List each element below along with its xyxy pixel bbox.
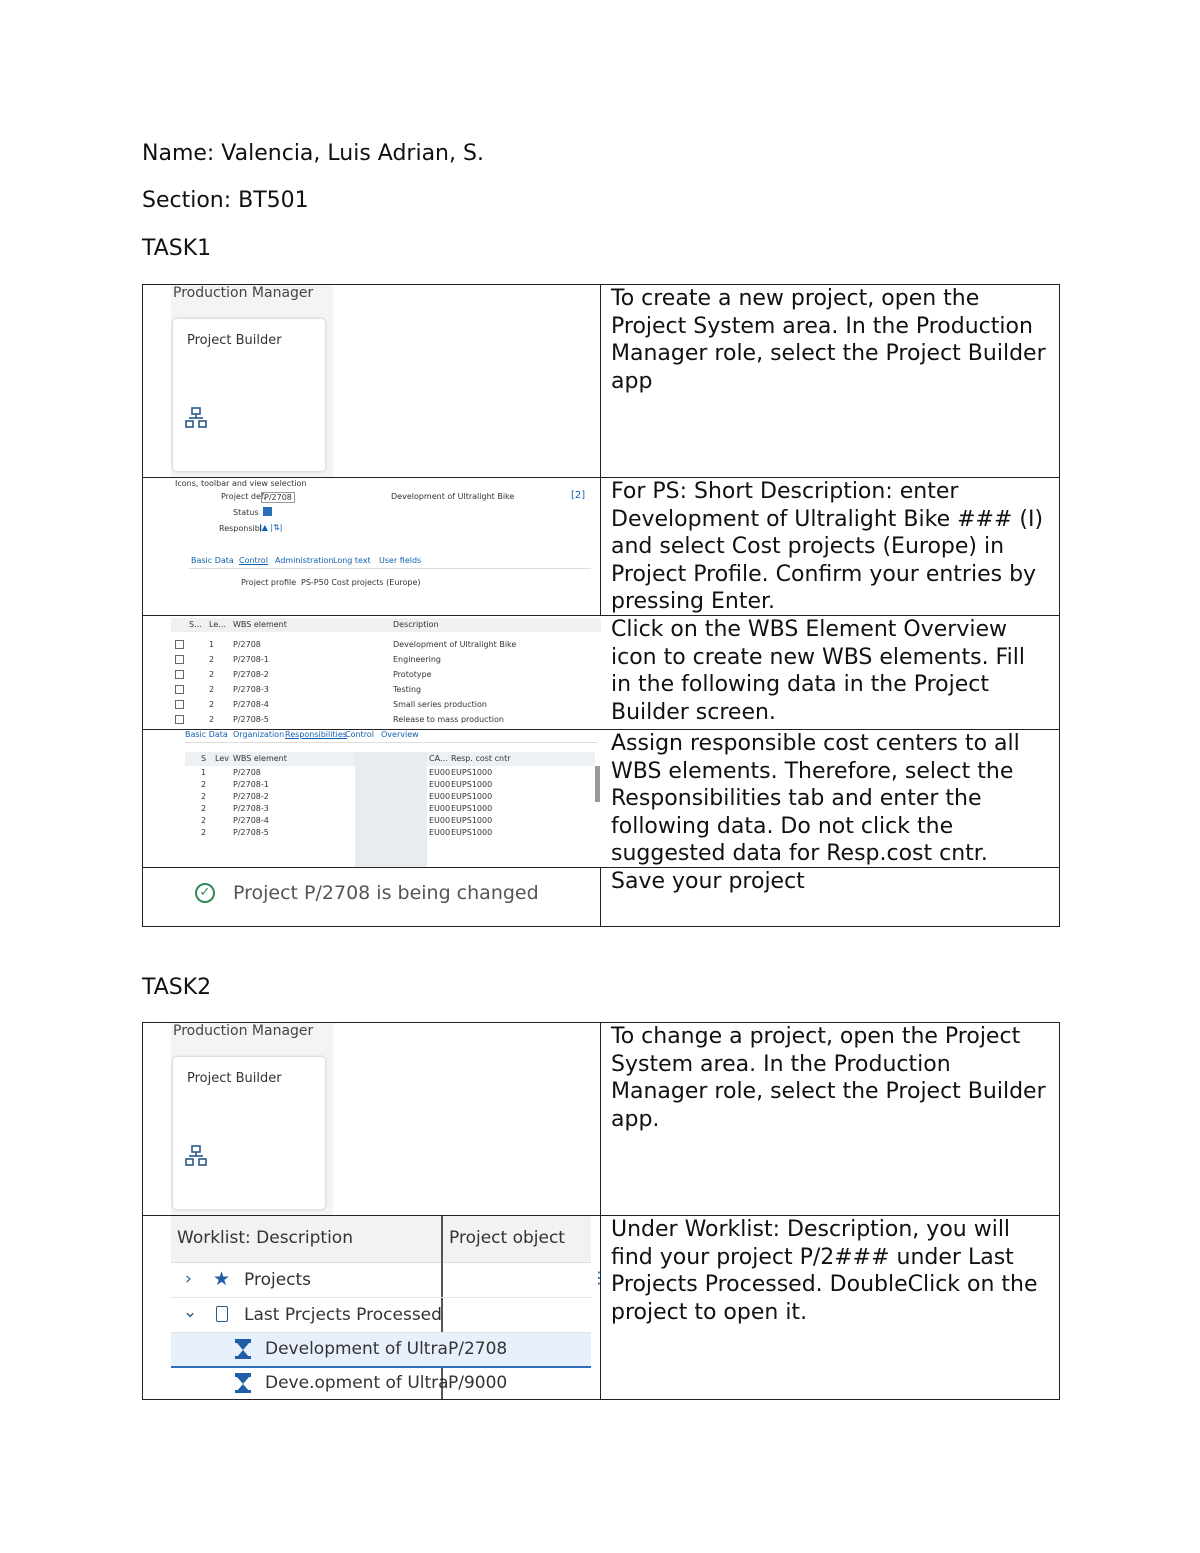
row-select-checkbox[interactable] bbox=[175, 685, 184, 694]
profile-field[interactable]: PS-P50 Cost projects (Europe) bbox=[301, 578, 421, 587]
task2-row-2-text: Under Worklist: Description, you will find your project P/2### under Last Projects Processed. DoubleClick on the project to open it. bbox=[611, 1217, 1038, 1325]
task1-row-5 bbox=[143, 867, 1059, 926]
worklist-item-object[interactable]: P/2708 bbox=[448, 1339, 508, 1359]
table-row[interactable]: P/2708-2 bbox=[233, 670, 269, 679]
list-item[interactable] bbox=[171, 1367, 591, 1399]
table-row[interactable]: Prototype bbox=[393, 670, 432, 679]
worklist-header-desc bbox=[171, 1216, 441, 1263]
star-icon: ★ bbox=[213, 1268, 231, 1290]
table-row: 2 bbox=[209, 700, 215, 709]
table-row: 2 bbox=[209, 685, 215, 694]
task1-row-5-image bbox=[143, 868, 601, 926]
row-select-checkbox[interactable] bbox=[175, 640, 184, 649]
resp-col-level: Lev bbox=[215, 754, 229, 763]
desc-field[interactable]: Development of Ultralight Bike bbox=[391, 492, 515, 501]
tab-organization[interactable]: Organization bbox=[233, 730, 285, 739]
wbs-col-s: S... bbox=[189, 620, 202, 629]
role-title: Production Manager bbox=[173, 285, 314, 301]
table-row: 1 bbox=[209, 640, 215, 649]
table-row: 2 bbox=[201, 780, 207, 789]
chevron-down-icon[interactable]: ⌄ bbox=[183, 1302, 198, 1322]
profile-label: Project profile bbox=[241, 578, 297, 587]
table-row[interactable]: P/2708-2 bbox=[233, 792, 269, 801]
task2-table bbox=[142, 1022, 1060, 1400]
table-row[interactable]: EUPS1000 bbox=[451, 804, 493, 813]
task1-row-2-text: For PS: Short Description: enter Development of Ultralight Bike ### (I) and select Cost projects (Europe) in Project Profile. Confirm your entries by pressing Enter. bbox=[611, 479, 1044, 614]
wbs-col-description: Description bbox=[393, 620, 439, 629]
resp-tab-strip bbox=[185, 730, 597, 743]
table-row: 2 bbox=[201, 816, 207, 825]
hierarchy-icon bbox=[185, 407, 207, 435]
task2-row-2 bbox=[143, 1215, 1059, 1399]
tab-long-text[interactable]: Long text bbox=[333, 556, 371, 565]
task1-row-3 bbox=[143, 615, 1059, 730]
resp-col-ca: CA... bbox=[429, 754, 448, 763]
row-select-checkbox[interactable] bbox=[175, 715, 184, 724]
task2-row-1-text: To change a project, open the Project System area. In the Production Manager role, select the Project Builder app. bbox=[611, 1024, 1046, 1132]
wbs-project-icon bbox=[235, 1373, 251, 1393]
tab-user-fields[interactable]: User fields bbox=[379, 556, 422, 565]
table-row[interactable]: EUPS1000 bbox=[451, 792, 493, 801]
wbs-col-element: WBS element bbox=[233, 620, 287, 629]
table-row[interactable]: P/2708-5 bbox=[233, 715, 269, 724]
table-row[interactable]: EUPS1000 bbox=[451, 780, 493, 789]
projects-label: Projects bbox=[244, 1270, 312, 1290]
tab-responsibilities[interactable]: Responsibilities bbox=[285, 730, 347, 739]
tab-basic-data[interactable]: Basic Data bbox=[185, 730, 228, 739]
row-select-checkbox[interactable] bbox=[175, 670, 184, 679]
task1-table bbox=[142, 284, 1060, 927]
status-label: Status bbox=[233, 508, 259, 517]
table-row[interactable]: P/2708-5 bbox=[233, 828, 269, 837]
last-processed-label: Last Prcjects Processed bbox=[244, 1305, 442, 1325]
worklist-item-object[interactable]: P/9000 bbox=[448, 1373, 508, 1393]
proj-def-field[interactable]: P/2708 bbox=[261, 492, 295, 503]
worklist-item-desc[interactable]: Deve.opment of Ultra bbox=[265, 1373, 449, 1393]
row-select-checkbox[interactable] bbox=[175, 700, 184, 709]
table-row[interactable]: EU00 bbox=[429, 792, 451, 801]
resp-label: Responsibl. bbox=[219, 524, 265, 533]
tab-control[interactable]: Control bbox=[239, 556, 268, 565]
resp-col-s: S bbox=[201, 754, 207, 763]
task1-row-4 bbox=[143, 729, 1059, 868]
table-row: 1 bbox=[201, 768, 207, 777]
table-row[interactable]: Engineering bbox=[393, 655, 441, 664]
worklist-header-obj bbox=[443, 1216, 591, 1263]
table-row: 2 bbox=[209, 670, 215, 679]
worklist-col-object: Project object bbox=[449, 1228, 565, 1248]
table-row[interactable]: Testing bbox=[393, 685, 422, 694]
student-name: Name: Valencia, Luis Adrian, S. bbox=[142, 141, 484, 166]
table-row[interactable]: P/2708 bbox=[233, 640, 261, 649]
wbs-project-icon bbox=[235, 1339, 251, 1359]
task1-row-1-text: To create a new project, open the Project System area. In the Production Manager role, select the Project Builder app bbox=[611, 286, 1046, 394]
list-item[interactable] bbox=[171, 1333, 591, 1368]
task1-row-1 bbox=[143, 285, 1059, 477]
project-builder-tile[interactable] bbox=[173, 319, 325, 471]
task1-label: TASK1 bbox=[142, 236, 212, 261]
toolbar-caption: Icons, toolbar and view selection bbox=[175, 479, 307, 488]
table-row: 2 bbox=[201, 792, 207, 801]
tab-control[interactable]: Control bbox=[345, 730, 374, 739]
proj-def-label: Project def. bbox=[221, 492, 266, 501]
resp-header-right bbox=[427, 752, 595, 766]
table-row[interactable]: EUPS1000 bbox=[451, 816, 493, 825]
ps-tab-strip bbox=[189, 556, 591, 569]
table-row: 2 bbox=[201, 804, 207, 813]
table-row[interactable]: P/2708-1 bbox=[233, 780, 269, 789]
table-row: 2 bbox=[201, 828, 207, 837]
more-options-icon[interactable]: ⋮ bbox=[591, 1268, 607, 1287]
table-row[interactable]: EUPS1000 bbox=[451, 828, 493, 837]
document-icon bbox=[216, 1306, 228, 1322]
resp-col-costcenter: Resp. cost cntr bbox=[451, 754, 511, 763]
resp-icons[interactable]: |▲ |⇅| bbox=[259, 523, 283, 532]
table-row[interactable]: EU00 bbox=[429, 804, 451, 813]
tab-basic-data[interactable]: Basic Data bbox=[191, 556, 234, 565]
wbs-col-level: Le... bbox=[209, 620, 226, 629]
tile-label: Project Builder bbox=[187, 1071, 282, 1086]
table-row[interactable]: Development of Ultralight Bike bbox=[393, 640, 517, 649]
resp-col-element: WBS element bbox=[233, 754, 287, 763]
resp-scrollbar[interactable] bbox=[595, 766, 600, 802]
display-toggle-icon[interactable]: [2] bbox=[571, 490, 586, 501]
table-row[interactable]: EU00 bbox=[429, 816, 451, 825]
table-row[interactable]: EU00 bbox=[429, 768, 451, 777]
status-message: Project P/2708 is being changed bbox=[233, 882, 539, 904]
task1-row-5-text: Save your project bbox=[611, 869, 805, 894]
task1-row-4-image bbox=[143, 730, 601, 868]
table-row[interactable]: P/2708-1 bbox=[233, 655, 269, 664]
task2-label: TASK2 bbox=[142, 975, 212, 1000]
task2-row-1-image bbox=[143, 1023, 601, 1215]
project-builder-tile[interactable] bbox=[173, 1057, 325, 1209]
table-row[interactable]: P/2708-4 bbox=[233, 700, 269, 709]
task1-row-3-image bbox=[143, 616, 601, 730]
hierarchy-icon bbox=[185, 1145, 207, 1173]
task1-row-2-image bbox=[143, 478, 601, 616]
role-title: Production Manager bbox=[173, 1023, 314, 1039]
success-icon: ✓ bbox=[195, 883, 215, 903]
task2-row-2-image bbox=[143, 1216, 607, 1399]
section-line: Section: BT501 bbox=[142, 188, 309, 213]
task1-row-2 bbox=[143, 477, 1059, 616]
tree-node-projects[interactable] bbox=[171, 1263, 591, 1298]
table-row[interactable]: EU00 bbox=[429, 780, 451, 789]
table-row[interactable]: P/2708-4 bbox=[233, 816, 269, 825]
tab-administration[interactable]: Administration bbox=[275, 556, 334, 565]
table-row[interactable]: P/2708 bbox=[233, 768, 261, 777]
task2-row-1 bbox=[143, 1023, 1059, 1215]
table-row[interactable]: EU00 bbox=[429, 828, 451, 837]
task1-row-3-text: Click on the WBS Element Overview icon to create new WBS elements. Fill in the following data in the Project Builder screen. bbox=[611, 617, 1025, 725]
table-row[interactable]: P/2708-3 bbox=[233, 685, 269, 694]
task1-row-4-text: Assign responsible cost centers to all WBS elements. Therefore, select the Responsibilities tab and enter the following data. Do not click the suggested data for Resp.cost cntr. bbox=[611, 731, 1020, 866]
table-row[interactable]: P/2708-3 bbox=[233, 804, 269, 813]
resp-scroll-gap bbox=[355, 752, 427, 868]
chevron-right-icon[interactable]: › bbox=[185, 1269, 192, 1289]
wbs-header bbox=[171, 618, 601, 632]
table-row[interactable]: EUPS1000 bbox=[451, 768, 493, 777]
table-row: 2 bbox=[209, 715, 215, 724]
table-row: 2 bbox=[209, 655, 215, 664]
resp-header-left bbox=[185, 752, 355, 766]
task1-row-1-image bbox=[143, 285, 601, 477]
tab-overview[interactable]: Overview bbox=[381, 730, 419, 739]
table-row[interactable]: Release to mass production bbox=[393, 715, 504, 724]
tile-label: Project Builder bbox=[187, 333, 282, 348]
worklist-item-desc[interactable]: Development of Ultra bbox=[265, 1339, 448, 1359]
status-icon[interactable] bbox=[263, 507, 272, 516]
tree-node-last-processed[interactable] bbox=[171, 1298, 591, 1333]
row-select-checkbox[interactable] bbox=[175, 655, 184, 664]
table-row[interactable]: Small series production bbox=[393, 700, 487, 709]
worklist-col-description: Worklist: Description bbox=[177, 1228, 353, 1248]
